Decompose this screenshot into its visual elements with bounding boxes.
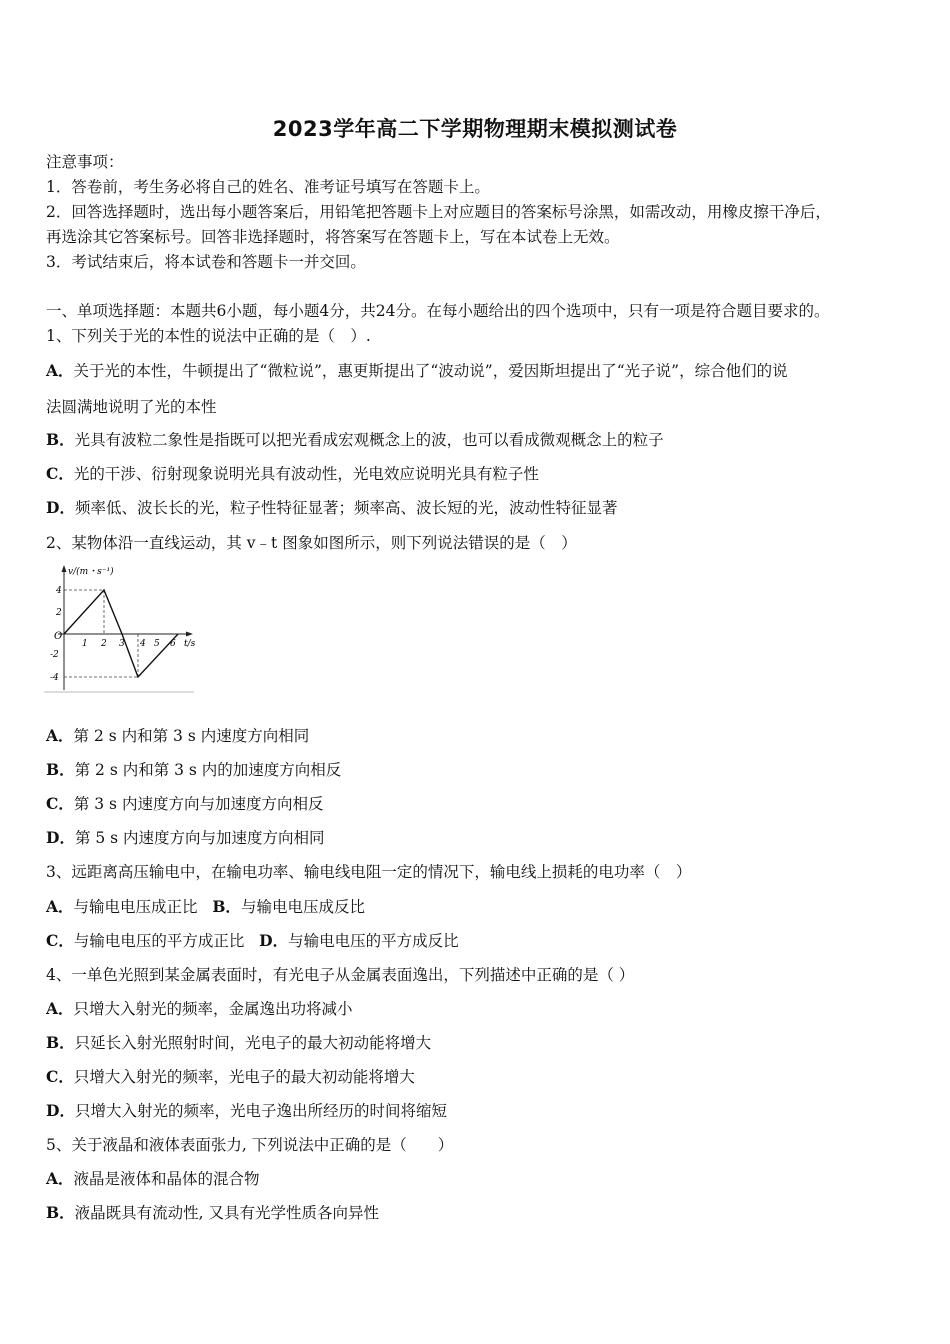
y-tick: 2 (56, 608, 62, 618)
option-text: 第 2 s 内和第 3 s 内的加速度方向相反 (74, 761, 342, 779)
option-d (46, 828, 325, 848)
option-text: 第 5 s 内速度方向与加速度方向相同 (74, 829, 325, 847)
x-tick: 2 (101, 639, 107, 649)
y-tick: -4 (50, 673, 59, 683)
question-stem: 2、某物体沿一直线运动，其 v﹣t 图象如图所示，则下列说法错误的是（ ） (46, 534, 577, 552)
vt-graph (44, 562, 196, 694)
option-label: C． (46, 794, 74, 813)
page-title: 2023学年高二下学期物理期末模拟测试卷 (272, 117, 678, 141)
option-text: 关于光的本性，牛顿提出了“微粒说”，惠更斯提出了“波动说”，爱因斯坦提出了“光子说”，综合他们的说 (73, 362, 788, 380)
option-label: A． (46, 726, 74, 745)
notice-item: 再选涂其它答案标号。回答非选择题时，将答案写在答题卡上，写在本试卷上无效。 (46, 228, 620, 246)
option-label: A． (46, 1169, 74, 1188)
option-label: A． (46, 361, 74, 380)
option-text: 只增大入射光的频率，光电子的最大初动能将增大 (73, 1068, 415, 1086)
option-text: 光具有波粒二象性是指既可以把光看成宏观概念上的波，也可以看成微观概念上的粒子 (74, 431, 664, 449)
x-tick: 6 (170, 639, 176, 649)
option-row (46, 931, 459, 951)
option-text: 只延长入射光照射时间，光电子的最大初动能将增大 (74, 1034, 432, 1052)
y-tick: -2 (50, 650, 59, 660)
option-label: B． (46, 430, 75, 449)
option-row (46, 897, 365, 917)
option-text: 频率低、波长长的光，粒子性特征显著；频率高、波长短的光，波动性特征显著 (74, 499, 618, 517)
option-d (46, 1101, 447, 1121)
option-label: B． (212, 897, 241, 916)
option-label: D． (46, 828, 75, 847)
question-stem: 1、下列关于光的本性的说法中正确的是（ ）. (46, 327, 371, 345)
option-b (46, 760, 341, 780)
option-a (46, 999, 353, 1019)
option-text: 第 2 s 内和第 3 s 内速度方向相同 (73, 727, 310, 745)
option-label: D． (46, 1101, 75, 1120)
x-tick: 4 (140, 639, 146, 649)
option-a-continued: 法圆满地说明了光的本性 (46, 398, 217, 416)
notice-item: 1．答卷前，考生务必将自己的姓名、准考证号填写在答题卡上。 (46, 178, 490, 196)
option-label: A． (46, 999, 74, 1018)
option-label: B． (46, 1203, 75, 1222)
option-text: 只增大入射光的频率，金属逸出功将减小 (73, 1000, 353, 1018)
x-axis-arrow (186, 632, 193, 637)
question-stem: 5、关于液晶和液体表面张力, 下列说法中正确的是（ ） (46, 1136, 454, 1154)
question-stem: 4、一单色光照到某金属表面时，有光电子从金属表面逸出，下列描述中正确的是（ ） (46, 966, 635, 984)
option-text: 液晶既具有流动性, 又具有光学性质各向异性 (74, 1204, 379, 1222)
option-b (46, 430, 664, 450)
option-text: 液晶是液体和晶体的混合物 (73, 1170, 260, 1188)
option-a (46, 361, 788, 381)
y-axis-label: v/(m・s⁻¹) (68, 567, 114, 577)
section-heading: 一、单项选择题：本题共6小题，每小题4分，共24分。在每小题给出的四个选项中，只有一项是符合题目要求的。 (46, 302, 830, 320)
y-axis-arrow (62, 565, 67, 572)
option-text: 与输电电压的平方成正比 (73, 932, 245, 950)
option-a (46, 726, 309, 746)
option-label: D． (259, 931, 289, 950)
notice-heading: 注意事项： (46, 153, 124, 171)
option-label: B． (46, 1033, 75, 1052)
option-text: 只增大入射光的频率，光电子逸出所经历的时间将缩短 (74, 1102, 447, 1120)
x-axis-label: t/s (184, 639, 196, 649)
option-label: B． (46, 760, 75, 779)
option-b (46, 1033, 431, 1053)
option-label: C． (46, 931, 74, 950)
option-text: 第 3 s 内速度方向与加速度方向相反 (73, 795, 324, 813)
option-a (46, 1169, 260, 1189)
y-tick: 4 (56, 586, 62, 596)
option-label: C． (46, 464, 74, 483)
option-b (46, 1203, 379, 1223)
x-tick: 1 (82, 639, 88, 649)
option-c (46, 1067, 415, 1087)
option-label: A． (46, 897, 74, 916)
option-text: 与输电电压成正比 (73, 898, 198, 916)
option-c (46, 794, 323, 814)
option-text: 与输电电压成反比 (240, 898, 365, 916)
option-c (46, 464, 539, 484)
option-text: 光的干涉、衍射现象说明光具有波动性，光电效应说明光具有粒子性 (73, 465, 539, 483)
notice-item: 2．回答选择题时，选出每小题答案后，用铅笔把答题卡上对应题目的答案标号涂黑，如需改动，用橡皮擦干净后， (46, 203, 831, 221)
option-label: C． (46, 1067, 74, 1086)
x-tick: 3 (119, 639, 125, 649)
option-text: 与输电电压的平方成反比 (288, 932, 459, 950)
origin-label: O (54, 631, 63, 642)
option-label: D． (46, 498, 75, 517)
x-tick: 5 (154, 639, 160, 649)
option-d (46, 498, 617, 518)
question-stem: 3、远距离高压输电中，在输电功率、输电线电阻一定的情况下，输电线上损耗的电功率（ ） (46, 863, 692, 881)
notice-item: 3．考试结束后，将本试卷和答题卡一并交回。 (46, 253, 366, 271)
